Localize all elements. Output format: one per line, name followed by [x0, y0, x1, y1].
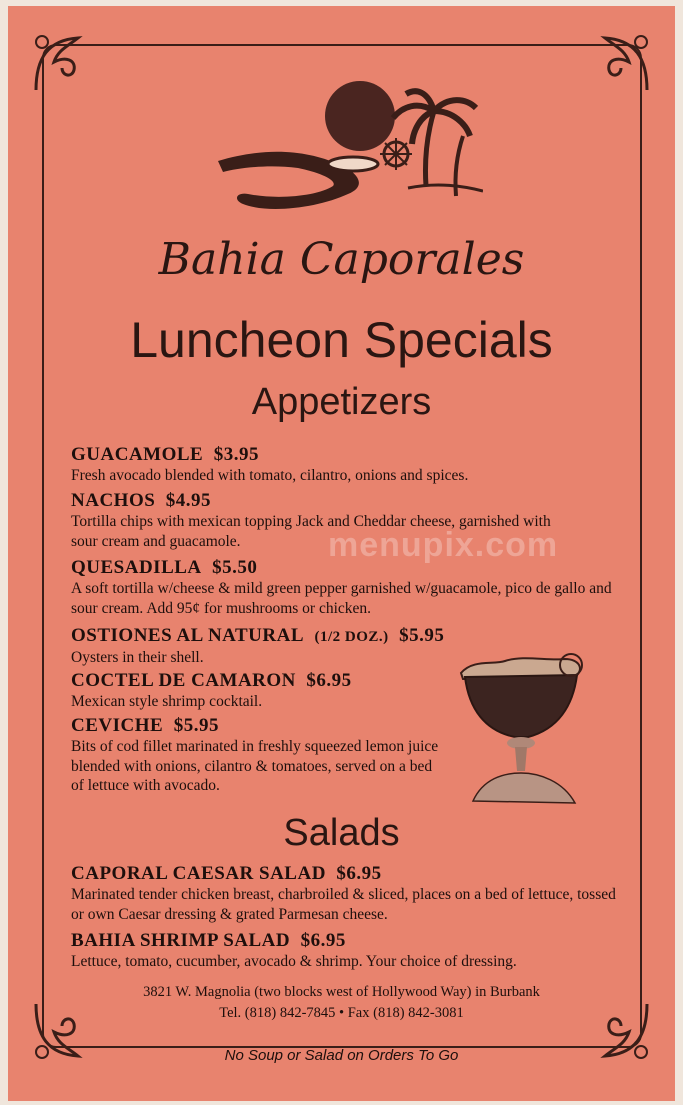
corner-flourish-icon	[28, 28, 98, 98]
menu-page	[8, 6, 675, 1101]
menu-item: CAPORAL CAESAR SALAD $6.95 Marinated tender chicken breast, charbroiled & sliced, places on a bed of lettuce, tossed or own Caesar dressing & grated Parmesan cheese.	[71, 863, 616, 923]
restaurant-name: Bahia Caporales	[158, 234, 525, 285]
shrimp-cocktail-glass-icon	[453, 651, 588, 811]
corner-flourish-icon	[585, 28, 655, 98]
section-heading-salads: Salads	[283, 812, 400, 854]
menu-item: NACHOS $4.95 Tortilla chips with mexican topping Jack and Cheddar cheese, garnished with sour cream and guacamole.	[71, 490, 551, 550]
footer-note: No Soup or Salad on Orders To Go	[224, 1047, 459, 1064]
menu-item: OSTIONES AL NATURAL (1/2 DOZ.) $5.95 Oysters in their shell.	[71, 625, 445, 666]
restaurant-address: 3821 W. Magnolia (two blocks west of Hollywood Way) in Burbank Tel. (818) 842-7845 • Fax (818) 842-3081	[143, 984, 540, 1021]
section-heading-appetizers: Appetizers	[251, 381, 432, 423]
menu-item: CEVICHE $5.95 Bits of cod fillet marinated in freshly squeezed lemon juice blended with onions, cilantro & tomatoes, served on a bed of lettuce with avocado.	[71, 715, 439, 794]
menu-item: QUESADILLA $5.50 A soft tortilla w/cheese & mild green pepper garnished w/guacamole, pico de gallo and sour cream. Add 95¢ for mushrooms or chicken.	[71, 557, 612, 617]
menu-item: COCTEL DE CAMARON $6.95 Mexican style shrimp cocktail.	[71, 670, 352, 710]
menu-title: Luncheon Specials	[130, 312, 553, 368]
watermark: menupix.com	[328, 526, 559, 564]
spur-sun-palm-icon	[208, 76, 483, 226]
menu-item: GUACAMOLE $3.95 Fresh avocado blended with tomato, cilantro, onions and spices.	[71, 444, 469, 484]
menu-item: BAHIA SHRIMP SALAD $6.95 Lettuce, tomato, cucumber, avocado & shrimp. Your choice of dressing.	[71, 930, 517, 970]
